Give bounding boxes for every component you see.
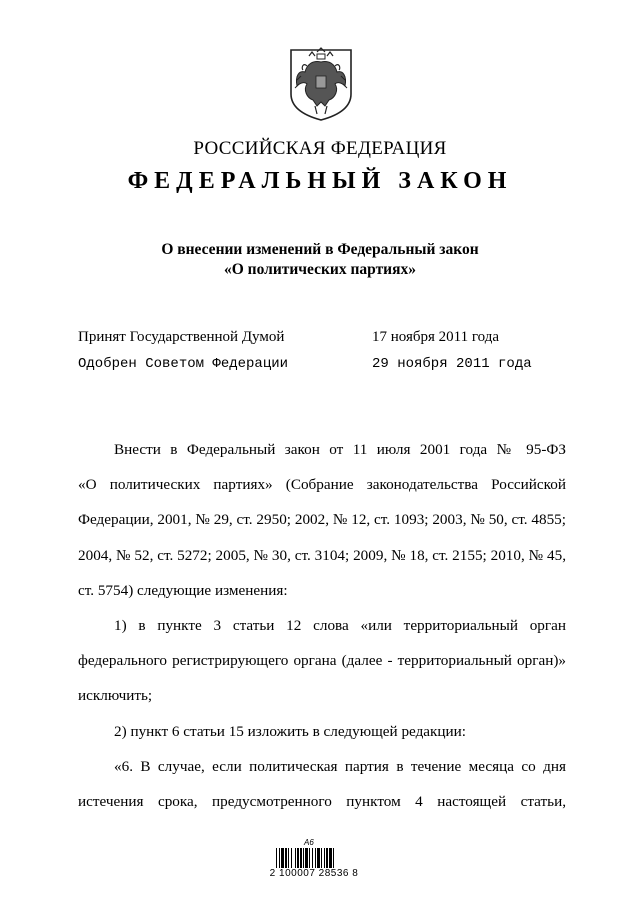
barcode-bar [321,848,322,868]
barcode-bar [303,848,304,868]
barcode-bar [279,848,280,868]
barcode-bar [300,848,302,868]
paragraph-line: «6. В случае, если политическая партия в течение месяца со дня [114,757,566,775]
document-body [78,432,566,819]
barcode-bar [288,848,289,868]
approved-by-council-date: 29 ноября 2011 года [372,356,532,372]
law-title-line-2: «О политических партиях» [223,261,417,278]
paragraph-line: ст. 5754) следующие изменения: [78,581,288,599]
barcode-bar [315,848,316,868]
barcode-bar [329,848,332,868]
barcode-bar [312,848,313,868]
barcode-mark: А6 [304,838,314,847]
barcode-number: 2 100007 28536 8 [269,868,359,879]
paragraph-line: 2004, № 52, ст. 5272; 2005, № 30, ст. 3104; 2009, № 18, ст. 2155; 2010, № 45, [78,546,566,564]
barcode-bar [305,848,308,868]
barcode-bar [324,848,325,868]
barcode-bar [276,848,277,868]
barcode-bar [309,848,310,868]
paragraph-line: Федерации, 2001, № 29, ст. 2950; 2002, № 12, ст. 1093; 2003, № 50, ст. 4855; [78,511,566,529]
paragraph-line: Внести в Федеральный закон от 11 июля 2001 года № 95-ФЗ [114,441,566,458]
barcode-bar [291,848,292,868]
barcode-bar [297,848,299,868]
barcode-bar [281,848,284,868]
document-type: ФЕДЕРАЛЬНЫЙ ЗАКОН [127,168,513,194]
barcode-bar [333,848,334,868]
coat-of-arms-emblem [287,46,355,122]
barcode-bars [276,848,334,868]
barcode-bar [285,848,287,868]
adopted-by-duma-date: 17 ноября 2011 года [372,329,500,345]
paragraph-line: истечения срока, предусмотренного пунктом 4 настоящей статьи, [78,793,566,811]
paragraph-line: «О политических партиях» (Собрание законодательства Российской [78,476,566,494]
country-name: РОССИЙСКАЯ ФЕДЕРАЦИЯ [193,138,447,159]
barcode [268,836,360,896]
barcode-bar [317,848,320,868]
paragraph-line: 1) в пункте 3 статьи 12 слова «или территориальный орган [114,617,566,635]
adopted-by-duma-label: Принят Государственной Думой [78,329,285,345]
law-title-line-1: О внесении изменений в Федеральный закон [161,241,479,258]
paragraph-line: исключить; [78,687,153,705]
barcode-bar [295,848,296,868]
paragraph-line: федерального регистрирующего органа (далее - территориальный орган)» [78,652,566,670]
paragraph-line: 2) пункт 6 статьи 15 изложить в следующей редакции: [114,722,467,740]
barcode-bar [326,848,328,868]
approved-by-council-label: Одобрен Советом Федерации [78,356,289,372]
